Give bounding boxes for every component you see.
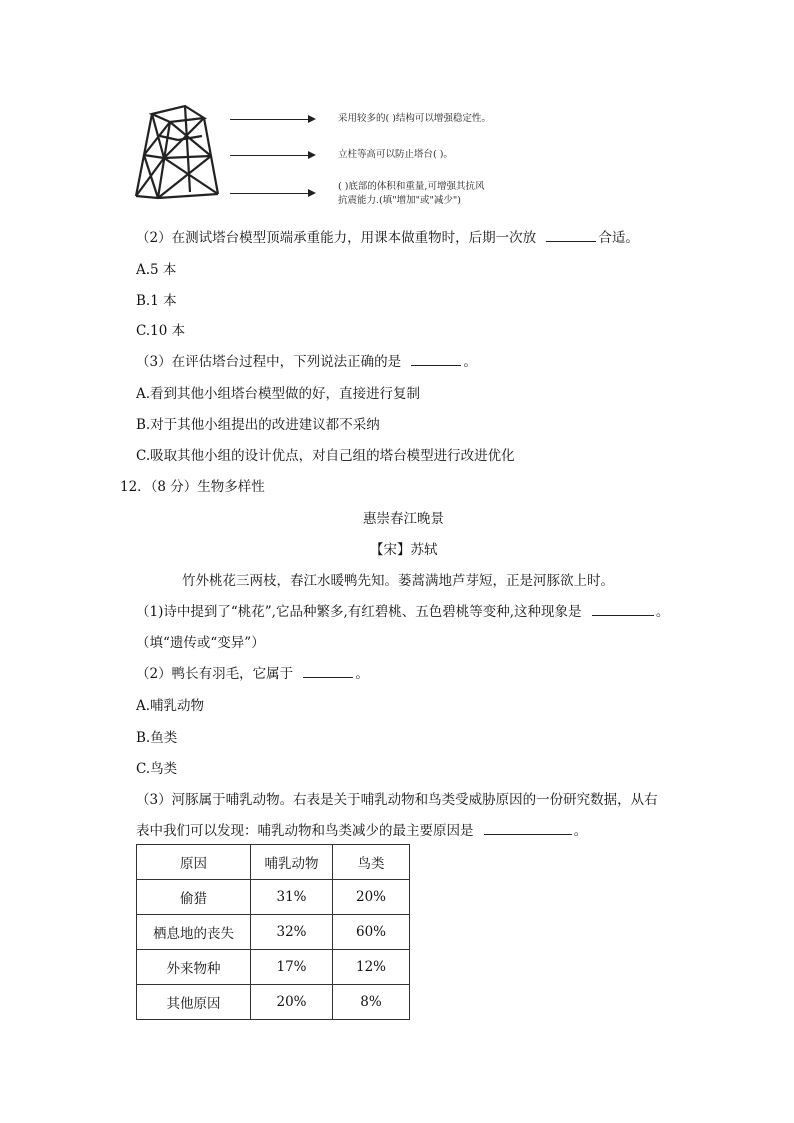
table-cell: 17%: [251, 950, 333, 985]
header-cell: 原因: [137, 845, 251, 880]
figure-label-2: 立柱等高可以防止塔台( )。: [338, 149, 453, 160]
table-row: [137, 915, 410, 950]
q11-sub2-option-c: C.10 本: [136, 323, 186, 339]
table-cell: 20%: [251, 985, 333, 1020]
tower-figure: [130, 100, 230, 202]
q11-sub3-text: （3）在评估塔台过程中，下列说法正确的是: [136, 354, 402, 370]
table-cell: 60%: [333, 915, 410, 950]
q11-sub3-option-c: C.吸取其他小组的设计优点，对自己组的塔台模型进行改进优化: [136, 448, 515, 464]
q12-sub2-option-c: C.鸟类: [136, 761, 178, 777]
arrow-3: [230, 193, 314, 194]
q11-sub2-option-a: A.5 本: [136, 262, 177, 278]
q11-sub2-after: 合适。: [598, 230, 639, 246]
q12-sub3-line2: [136, 822, 587, 840]
table-cell: 栖息地的丧失: [137, 915, 251, 950]
q11-sub3-option-a: A.看到其他小组塔台模型做的好，直接进行复制: [136, 386, 421, 402]
q12-sub3-text: 表中我们可以发现：哺乳动物和鸟类减少的最主要原因是: [136, 823, 474, 839]
figure-label-3b: 抗震能力.(填"增加"或"减少"): [338, 195, 461, 206]
arrow-1: [230, 119, 314, 120]
q12-sub2-option-b: B.鱼类: [136, 730, 178, 746]
q12-sub3-after: 。: [573, 823, 588, 839]
table-cell: 偷猎: [137, 880, 251, 915]
q12-sub1-text: （1)诗中提到了“桃花”,它品种繁多,有红碧桃、五色碧桃等变种,这种现象是: [136, 604, 582, 620]
answer-blank[interactable]: [411, 353, 461, 366]
q12-sub1-hint: （填“遗传或“变异”）: [136, 635, 265, 651]
table-cell: 32%: [251, 915, 333, 950]
answer-blank[interactable]: [592, 603, 654, 616]
arrow-2: [230, 155, 314, 156]
q11-sub3-stem: [136, 353, 477, 371]
answer-blank[interactable]: [546, 229, 596, 242]
figure-label-1: 采用较多的( )结构可以增强稳定性。: [338, 113, 491, 124]
header-cell: 鸟类: [333, 845, 410, 880]
table-cell: 外来物种: [137, 950, 251, 985]
q12-sub1-stem: [136, 603, 669, 621]
q12-sub2-text: （2）鸭长有羽毛，它属于: [136, 666, 294, 682]
poem-author: 【宋】苏轼: [370, 542, 438, 558]
table-cell: 其他原因: [137, 985, 251, 1020]
q12-sub2-after: 。: [355, 666, 369, 682]
q12-sub3-line1: （3）河豚属于哺乳动物。右表是关于哺乳动物和鸟类受威胁原因的一份研究数据，从右: [136, 792, 658, 808]
q11-sub3-option-b: B.对于其他小组提出的改进建议都不采纳: [136, 417, 380, 433]
answer-blank[interactable]: [484, 822, 572, 835]
q11-sub2-text: （2）在测试塔台模型顶端承重能力，用课本做重物时，后期一次放: [136, 230, 537, 246]
header-cell: 哺乳动物: [251, 845, 333, 880]
table-cell: 31%: [251, 880, 333, 915]
figure-label-3a: ( )底部的体积和重量,可增强其抗风: [338, 181, 485, 192]
poem-title: 惠崇春江晚景: [363, 511, 444, 527]
table-cell: 8%: [333, 985, 410, 1020]
q11-sub2-option-b: B.1 本: [136, 293, 177, 309]
table-row: [137, 880, 410, 915]
poem-text: 竹外桃花三两枝，春江水暖鸭先知。蒌蒿满地芦芽短，正是河豚欲上时。: [182, 573, 614, 589]
table-cell: 12%: [333, 950, 410, 985]
threat-data-table: [136, 844, 410, 1020]
q12-sub1-after: 。: [655, 604, 670, 620]
answer-blank[interactable]: [303, 665, 353, 678]
table-row: [137, 950, 410, 985]
table-row: [137, 985, 410, 1020]
q11-sub3-after: 。: [463, 354, 477, 370]
q11-sub2-stem: [136, 229, 639, 247]
table-cell: 20%: [333, 880, 410, 915]
q12-sub2-option-a: A.哺乳动物: [136, 698, 205, 714]
table-header-row: [137, 845, 410, 880]
q12-sub2-stem: [136, 665, 369, 683]
q12-header: 12．（8 分）生物多样性: [120, 479, 265, 495]
